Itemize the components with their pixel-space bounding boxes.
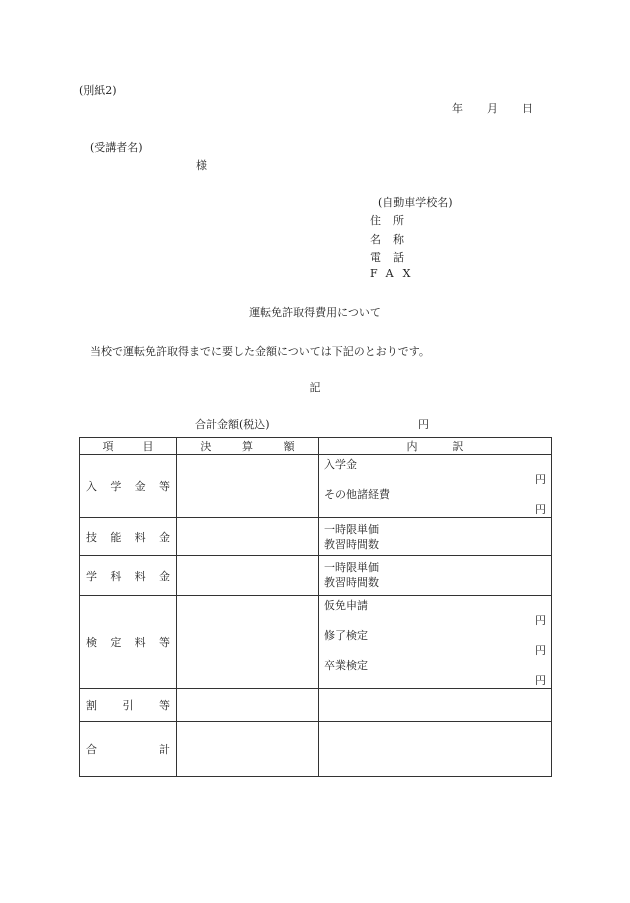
total-amount-unit: 円 <box>418 418 429 431</box>
table-row <box>80 689 552 722</box>
detail-line: 教習時間数 <box>324 576 379 589</box>
amount-cell <box>177 689 319 722</box>
detail-cell <box>319 556 552 596</box>
recipient-honorific: 様 <box>196 159 207 172</box>
detail-line: 一時限単価 <box>324 523 379 536</box>
row-item-text <box>80 697 176 713</box>
school-fax-label: FAX <box>370 267 420 280</box>
header-breakdown <box>319 438 552 455</box>
label-char: 等 <box>159 699 170 712</box>
detail-line: 教習時間数 <box>324 538 379 551</box>
label-char: 合 <box>86 743 97 756</box>
label-char: 金 <box>158 530 170 544</box>
detail-line: 卒業検定 <box>324 659 368 672</box>
yen-unit: 円 <box>535 614 546 627</box>
label-char: 目 <box>142 440 154 453</box>
document-title: 運転免許取得費用について <box>249 306 381 319</box>
row-item-text <box>80 741 176 757</box>
school-label: (自動車学校名) <box>378 196 453 209</box>
label-char: 学 <box>86 569 97 583</box>
header-amount <box>177 438 319 455</box>
detail-cell <box>319 722 552 777</box>
detail-line: 修了検定 <box>324 629 368 642</box>
detail-cell <box>319 455 552 518</box>
label-char: 計 <box>159 743 170 756</box>
header-item <box>80 438 177 455</box>
header-amount-text <box>177 438 318 454</box>
table-header-row <box>80 438 552 455</box>
row-item-text <box>80 634 176 650</box>
yen-unit: 円 <box>535 473 546 486</box>
date-month-unit: 月 <box>487 102 498 115</box>
label-char: 項 <box>102 440 114 453</box>
label-char: 検 <box>86 636 97 649</box>
label-char: 額 <box>283 440 295 453</box>
date-year-unit: 年 <box>452 102 463 115</box>
date-day-unit: 日 <box>522 102 533 115</box>
label-char: 等 <box>158 636 170 649</box>
school-name-label: 名称 <box>370 233 416 246</box>
yen-unit: 円 <box>535 503 546 516</box>
amount-cell <box>177 518 319 556</box>
row-item-text <box>80 529 176 545</box>
label-char: 科 <box>110 569 122 583</box>
label-char: 決 <box>200 440 212 453</box>
row-item-text <box>80 568 176 584</box>
detail-cell <box>319 689 552 722</box>
detail-line: 仮免申請 <box>324 599 368 612</box>
amount-cell <box>177 722 319 777</box>
document-body: 当校で運転免許取得までに要した金額については下記のとおりです。 <box>90 345 430 358</box>
detail-line: その他諸経費 <box>324 488 390 501</box>
table-row <box>80 556 552 596</box>
school-address-label: 住所 <box>370 214 416 227</box>
table-row <box>80 596 552 689</box>
label-char: 学 <box>110 480 122 493</box>
label-char: 内 <box>406 440 418 453</box>
recipient-label: (受講者名) <box>90 141 143 154</box>
label-char: 料 <box>134 530 146 544</box>
sheet-label: (別紙2) <box>79 84 117 97</box>
cost-table <box>79 437 552 777</box>
detail-line: 一時限単価 <box>324 561 379 574</box>
table-row <box>80 455 552 518</box>
amount-cell <box>177 596 319 689</box>
label-char: 訳 <box>452 440 464 453</box>
header-item-text <box>80 438 176 454</box>
label-char: 技 <box>86 530 97 544</box>
table-row <box>80 722 552 777</box>
school-phone-label: 電話 <box>370 251 416 264</box>
label-char: 金 <box>134 480 146 493</box>
label-char: 割 <box>86 699 97 712</box>
yen-unit: 円 <box>535 674 546 687</box>
amount-cell <box>177 556 319 596</box>
detail-cell <box>319 596 552 689</box>
detail-line: 入学金 <box>324 458 357 471</box>
label-char: 能 <box>110 530 122 544</box>
yen-unit: 円 <box>535 644 546 657</box>
amount-cell <box>177 455 319 518</box>
label-char: 等 <box>158 480 170 493</box>
table-row <box>80 518 552 556</box>
label-char: 料 <box>134 636 146 649</box>
total-amount-label: 合計金額(税込) <box>195 418 270 431</box>
header-breakdown-text <box>319 438 551 454</box>
label-char: 算 <box>241 440 253 453</box>
row-item-text <box>80 478 176 494</box>
label-char: 金 <box>158 569 170 583</box>
ki-heading: 記 <box>309 381 321 394</box>
detail-cell <box>319 518 552 556</box>
label-char: 料 <box>134 569 146 583</box>
label-char: 引 <box>122 699 134 712</box>
date-line <box>452 100 533 116</box>
label-char: 定 <box>110 636 122 649</box>
label-char: 入 <box>86 480 97 493</box>
